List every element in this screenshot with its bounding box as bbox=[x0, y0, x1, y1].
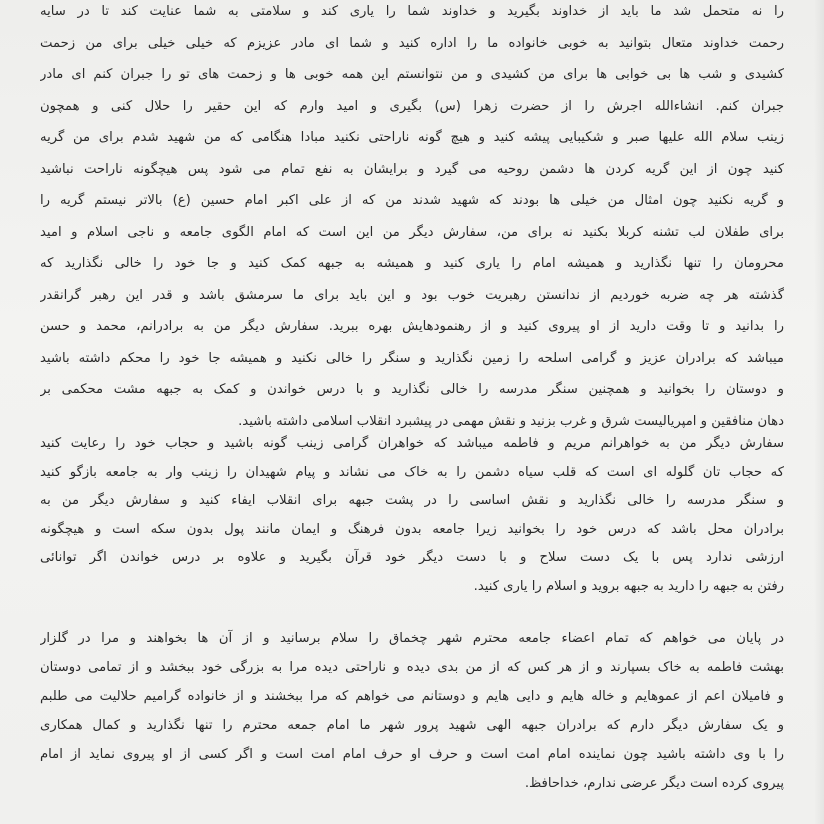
text-line: بهشت فاطمه به خاک بسپارند و از هر کس که از من بدی دیده و ناراحتی دیده مرا به بزرگی خود ببخشد و از تمامی دوستان bbox=[40, 660, 784, 675]
text-line: سفارش دیگر من به خواهرانم مریم و فاطمه میباشد که خواهران گرامی زینب گونه باشید و حجاب خود را رعایت کنید bbox=[40, 436, 784, 451]
paragraph-2 bbox=[40, 430, 784, 601]
text-line: گذشته هر چه ضربه خوردیم از ندانستن رهبریت خوب بود و این باید برای ما سرمشق باشد و قدر این رهبر گرانقدر bbox=[40, 287, 784, 303]
paragraph-3 bbox=[40, 624, 784, 798]
text-line: میباشد که برادران عزیز و گرامی اسلحه را زمین نگذارید و سنگر را خالی نکنید و همیشه جا خود را محکم داشته باشید bbox=[40, 350, 784, 366]
text-line: را بدانید و تا وقت دارید از او پیروی کنید و از رهنمودهایش بهره ببرید. سفارش دیگر من به برادرانم، محمد و حسن bbox=[40, 319, 784, 334]
scan-edge-shadow bbox=[814, 0, 824, 824]
text-line: برای طفلان لب تشنه کربلا بکنید نه برای من، سفارش دیگر من این است که امام الگوی جامعه و ناجی اسلام و امید bbox=[40, 224, 784, 240]
text-line: محرومان را تنها نگذارید و همیشه امام را یاری کنید و همیشه به جبهه کمک کنید و جا خود را خالی نگذارید که bbox=[40, 256, 784, 271]
text-line: کنید چون از این گریه کردن ها دشمن روحیه می گیرد و برایشان به نفع تمام می شود پس هیچگونه ناراحت نباشید bbox=[40, 161, 784, 177]
text-line: دهان منافقین و امپریالیست شرق و غرب بزنید و نقش مهمی در پیشبرد انقلاب اسلامی داشته باشید. bbox=[238, 413, 784, 429]
text-line: و گریه نکنید چون امثال من خیلی ها بودند که شهید شدند من که از علی اکبر امام حسین (ع) بالاتر نیستم گریه را bbox=[40, 193, 784, 208]
text-line: زینب سلام الله علیها صبر و شکیبایی پیشه کنید و هیچ گونه ناراحتی نکنید مبادا هنگامی که من شهید شدم برای من گریه bbox=[40, 130, 784, 145]
text-line: که حجاب تان گلوله ای است که قلب سیاه دشمن را به خاک می نشاند و پیام شهیدان را زینب وار به جامعه بازگو کنید bbox=[40, 464, 784, 480]
text-line: در پایان می خواهم که تمام اعضاء جامعه محترم شهر چخماق را سلام برسانید و از آن ها بخواهند و مرا در گلزار bbox=[40, 631, 784, 646]
text-line: ارزشی ندارد پس با یک دست سلاح و با دست دیگر خود قرآن بگیرید و علاوه بر درس خواندن اگر توانائی bbox=[40, 550, 784, 565]
text-line: را با وی داشته باشید چون نماینده امام امت است و حرف او حرف امام امت است و اگر کسی از او پیروی نماید از امام bbox=[40, 747, 784, 762]
text-line: رحمت خداوند متعال بتوانید به خوبی خانواده ما را اداره کنید و شما ای مادر عزیزم که خیلی خیلی برای من زحمت bbox=[40, 35, 784, 51]
text-line: را نه متحمل شد ما باید از خداوند بگیرید و خداوند شما را یاری کند و سلامتی به شما عنایت کند تا در سایه bbox=[40, 4, 784, 19]
text-line: برادران محل باشد که درس خود را بخوانید زیرا جامعه بدون فرهنگ و ایمان مانند پول بدون سکه است و هیچگونه bbox=[40, 521, 784, 537]
text-line: کشیدی و شب ها بی خوابی ها برای من کشیدی و من نتوانستم این همه خوبی ها و زحمت های تو را جبران کنم ای مادر bbox=[40, 67, 784, 82]
text-line: و سنگر مدرسه را خالی نگذارید و نقش اساسی را در پشت جبهه برای انقلاب ایفاء کنید و سفارش دیگر من به bbox=[40, 493, 784, 508]
text-line: پیروی کرده است دیگر عرضی ندارم، خداحافظ. bbox=[524, 776, 784, 791]
text-line: و فامیلان اعم از عموهایم و خاله هایم و دایی هایم و دوستانم می خواهم که مرا ببخشند و از خانواده گرامیم حلالیت می طلبم bbox=[40, 689, 784, 704]
text-line: رفتن به جبهه را دارید به جبهه بروید و اسلام را یاری کنید. bbox=[473, 578, 784, 594]
paragraph-1 bbox=[40, 0, 784, 437]
text-line: و یک سفارش دیگر دارم که برادران جبهه الهی شهید پرور شهر ما امام جمعه محترم را تنها نگذارید و کمال همکاری bbox=[40, 718, 784, 733]
text-line: جبران کنم. انشاءالله اجرش را از حضرت زهرا (س) بگیری و امید وارم که این حقیر را حلال کنی و همچون bbox=[40, 98, 784, 114]
text-line: و دوستان را بخوانید و همچنین سنگر مدرسه را خالی نگذارید و با درس خواندن و کمک به جبهه مشت محکمی بر bbox=[40, 382, 784, 397]
